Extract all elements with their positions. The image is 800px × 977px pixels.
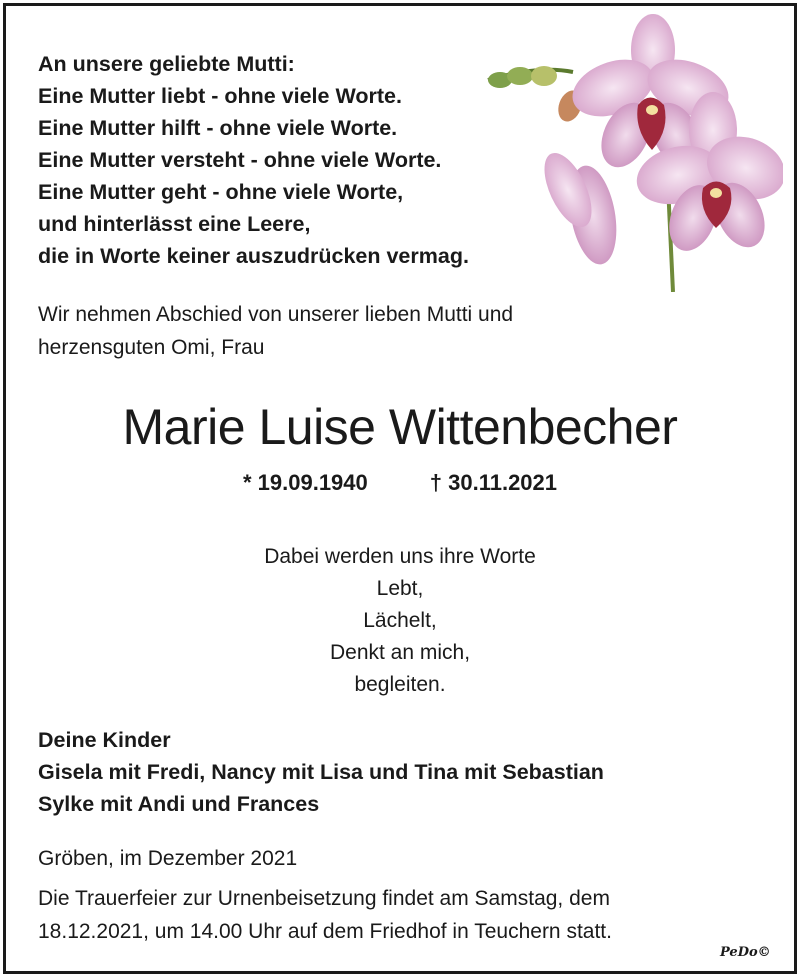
intro-text [38,298,658,364]
poem-line: die in Worte keiner auszudrücken vermag. [38,244,469,268]
verse-line: Dabei werden uns ihre Worte [264,545,536,568]
place-date: Gröben, im Dezember 2021 [38,847,298,870]
poem-line: Eine Mutter geht - ohne viele Worte, [38,180,404,204]
intro-line: Wir nehmen Abschied von unserer lieben Mutti und [38,303,514,326]
orchid-icon [478,10,783,292]
family-line: Sylke mit Andi und Frances [38,792,320,816]
designer-signature: PeDo© [720,945,771,960]
poem-line: Eine Mutter versteht - ohne viele Worte. [38,148,442,172]
funeral-line: Die Trauerfeier zur Urnenbeisetzung findet am Samstag, dem [38,887,610,910]
family-heading: Deine Kinder [38,728,171,752]
deceased-name: Marie Luise Wittenbecher [122,399,678,455]
verse-line: begleiten. [354,673,446,696]
birth-date: * 19.09.1940 [242,470,368,495]
funeral-notice [38,882,758,948]
poem-line: und hinterlässt eine Leere, [38,212,311,236]
poem-line: Eine Mutter hilft - ohne viele Worte. [38,116,398,140]
death-date: † 30.11.2021 [429,470,558,495]
verse-line: Lebt, [376,577,424,600]
poem-line: Eine Mutter liebt - ohne viele Worte. [38,84,402,108]
funeral-line: 18.12.2021, um 14.00 Uhr auf dem Friedhof in Teuchern statt. [38,920,612,943]
life-dates [0,468,800,498]
family-list [38,724,758,820]
intro-line: herzensguten Omi, Frau [38,336,265,359]
verse-line: Lächelt, [363,609,437,632]
verse-line: Denkt an mich, [329,641,471,664]
family-line: Gisela mit Fredi, Nancy mit Lisa und Tina mit Sebastian [38,760,604,784]
verse [0,541,800,701]
poem-line: An unsere geliebte Mutti: [38,52,295,76]
